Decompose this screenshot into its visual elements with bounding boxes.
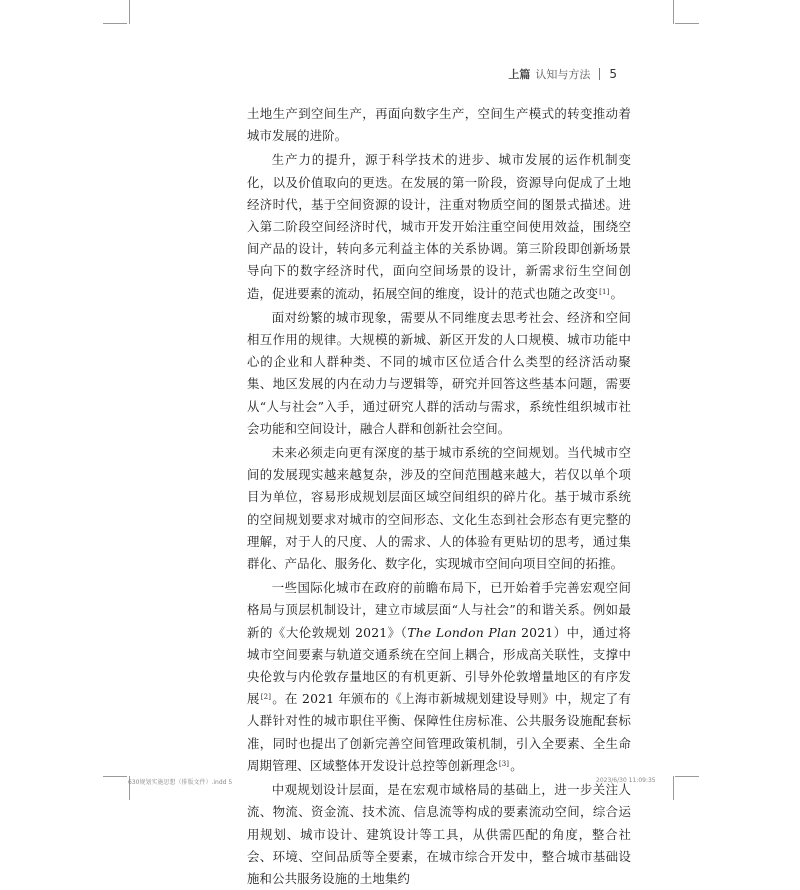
paragraph — [247, 149, 631, 304]
paragraph: 未来必须走向更有深度的基于城市系统的空间规划。当代城市空间的发展现实越来越复杂，涉及的空间范围越来越大，若仅以单个项目为单位，容易形成规划层面区域空间组织的碎片化。基于城市系统的空间规划要求对城市的空间形态、文化生态到社会形态有更完整的理解，对于人的尺度、人的需求、人的体验有更贴切的思考，通过集群化、产品化、服务化、数字化，实现城市空间向项目空间的拓推。 — [247, 445, 631, 572]
running-head — [508, 66, 617, 82]
crop-mark — [103, 23, 127, 24]
paragraph-end: 。 — [610, 285, 624, 301]
body-text — [247, 103, 631, 890]
citation-ref: [2] — [260, 693, 272, 702]
paragraph: 面对纷繁的城市现象，需要从不同维度去思考社会、经济和空间相互作用的规律。大规模的新城、新区开发的人口规模、城市功能中心的企业和人群种类、不同的城市区位适合什么类型的经济活动聚集、地区发展的内在动力与逻辑等，研究并回答这些基本问题，需要从“人与社会”入手，通过研究人群的活动与需求，系统性组织城市社会功能和空间设计，融合人群和创新社会空间。 — [247, 309, 631, 436]
section-title: 认知与方法 — [535, 68, 591, 81]
slug-file-name: 630规划实施思想（排版文件）.indd 5 — [128, 779, 233, 786]
paragraph — [247, 577, 631, 777]
paragraph-text: 。在 2021 年颁布的《上海市新城规划建设导则》中，规定了有人群针对性的城市职住平衡、保障性住房标准、公共服务设施配套标准，同时也提出了创新完善空间管理政策机制，引入全要素、全生命周期管理、区域整体开发设计总控等创新理念 — [247, 691, 631, 773]
page-number: 5 — [609, 67, 617, 81]
part-label: 上篇 — [508, 68, 531, 81]
crop-mark — [129, 0, 130, 24]
citation-ref: [1] — [599, 287, 610, 296]
plan-title-english: The London Plan — [407, 624, 517, 640]
slug-timestamp: 2023/6/30 11:09:35 — [596, 777, 656, 784]
crop-mark — [673, 776, 674, 800]
paragraph: 土地生产到空间生产，再面向数字生产，空间生产模式的转变推动着城市发展的进阶。 — [247, 106, 631, 144]
paragraph-text: 2021）中，通过将城市空间要素与轨道交通系统在空间上耦合，形成高关联性，支撑中央伦敦与内伦敦存量地区的有机更新、引导外伦敦增量地区的有序发展 — [247, 624, 631, 707]
paragraph-end: 。 — [510, 757, 523, 773]
header-divider — [599, 68, 600, 80]
paragraph-text: 生产力的提升，源于科学技术的进步、城市发展的运作机制变化，以及价值取向的更迭。在发展的第一阶段，资源导向促成了土地经济时代，基于空间资源的设计，注重对物质空间的图景式描述。进入第二阶段空间经济时代，城市开发开始注重空间使用效益，围绕空间产品的设计，转向多元利益主体的关系协调。第三阶段即创新场景导向下的数字经济时代，面向空间场景的设计，新需求衍生空间创造，促进要素的流动，拓展空间的维度，设计的范式也随之改变 — [247, 152, 631, 301]
crop-mark — [103, 776, 127, 777]
paragraph: 中观规划设计层面，是在宏观市域格局的基础上，进一步关注人流、物流、资金流、技术流、信息流等构成的要素流动空间，综合运用规划、城市设计、建筑设计等工具，从供需匹配的角度，整合社会、环境、空间品质等全要素，在城市综合开发中，整合城市基础设施和公共服务设施的土地集约 — [247, 782, 631, 886]
crop-mark — [673, 0, 674, 24]
crop-mark — [675, 23, 699, 24]
citation-ref: [3] — [498, 759, 510, 768]
paragraph-text: 一些国际化城市在政府的前瞻布局下，已开始着手完善宏观空间格局与顶层机制设计，建立市域层面“人与社会”的和谐关系。例如最新的《大伦敦规划 2021》（ — [247, 580, 631, 640]
crop-mark — [675, 776, 699, 777]
